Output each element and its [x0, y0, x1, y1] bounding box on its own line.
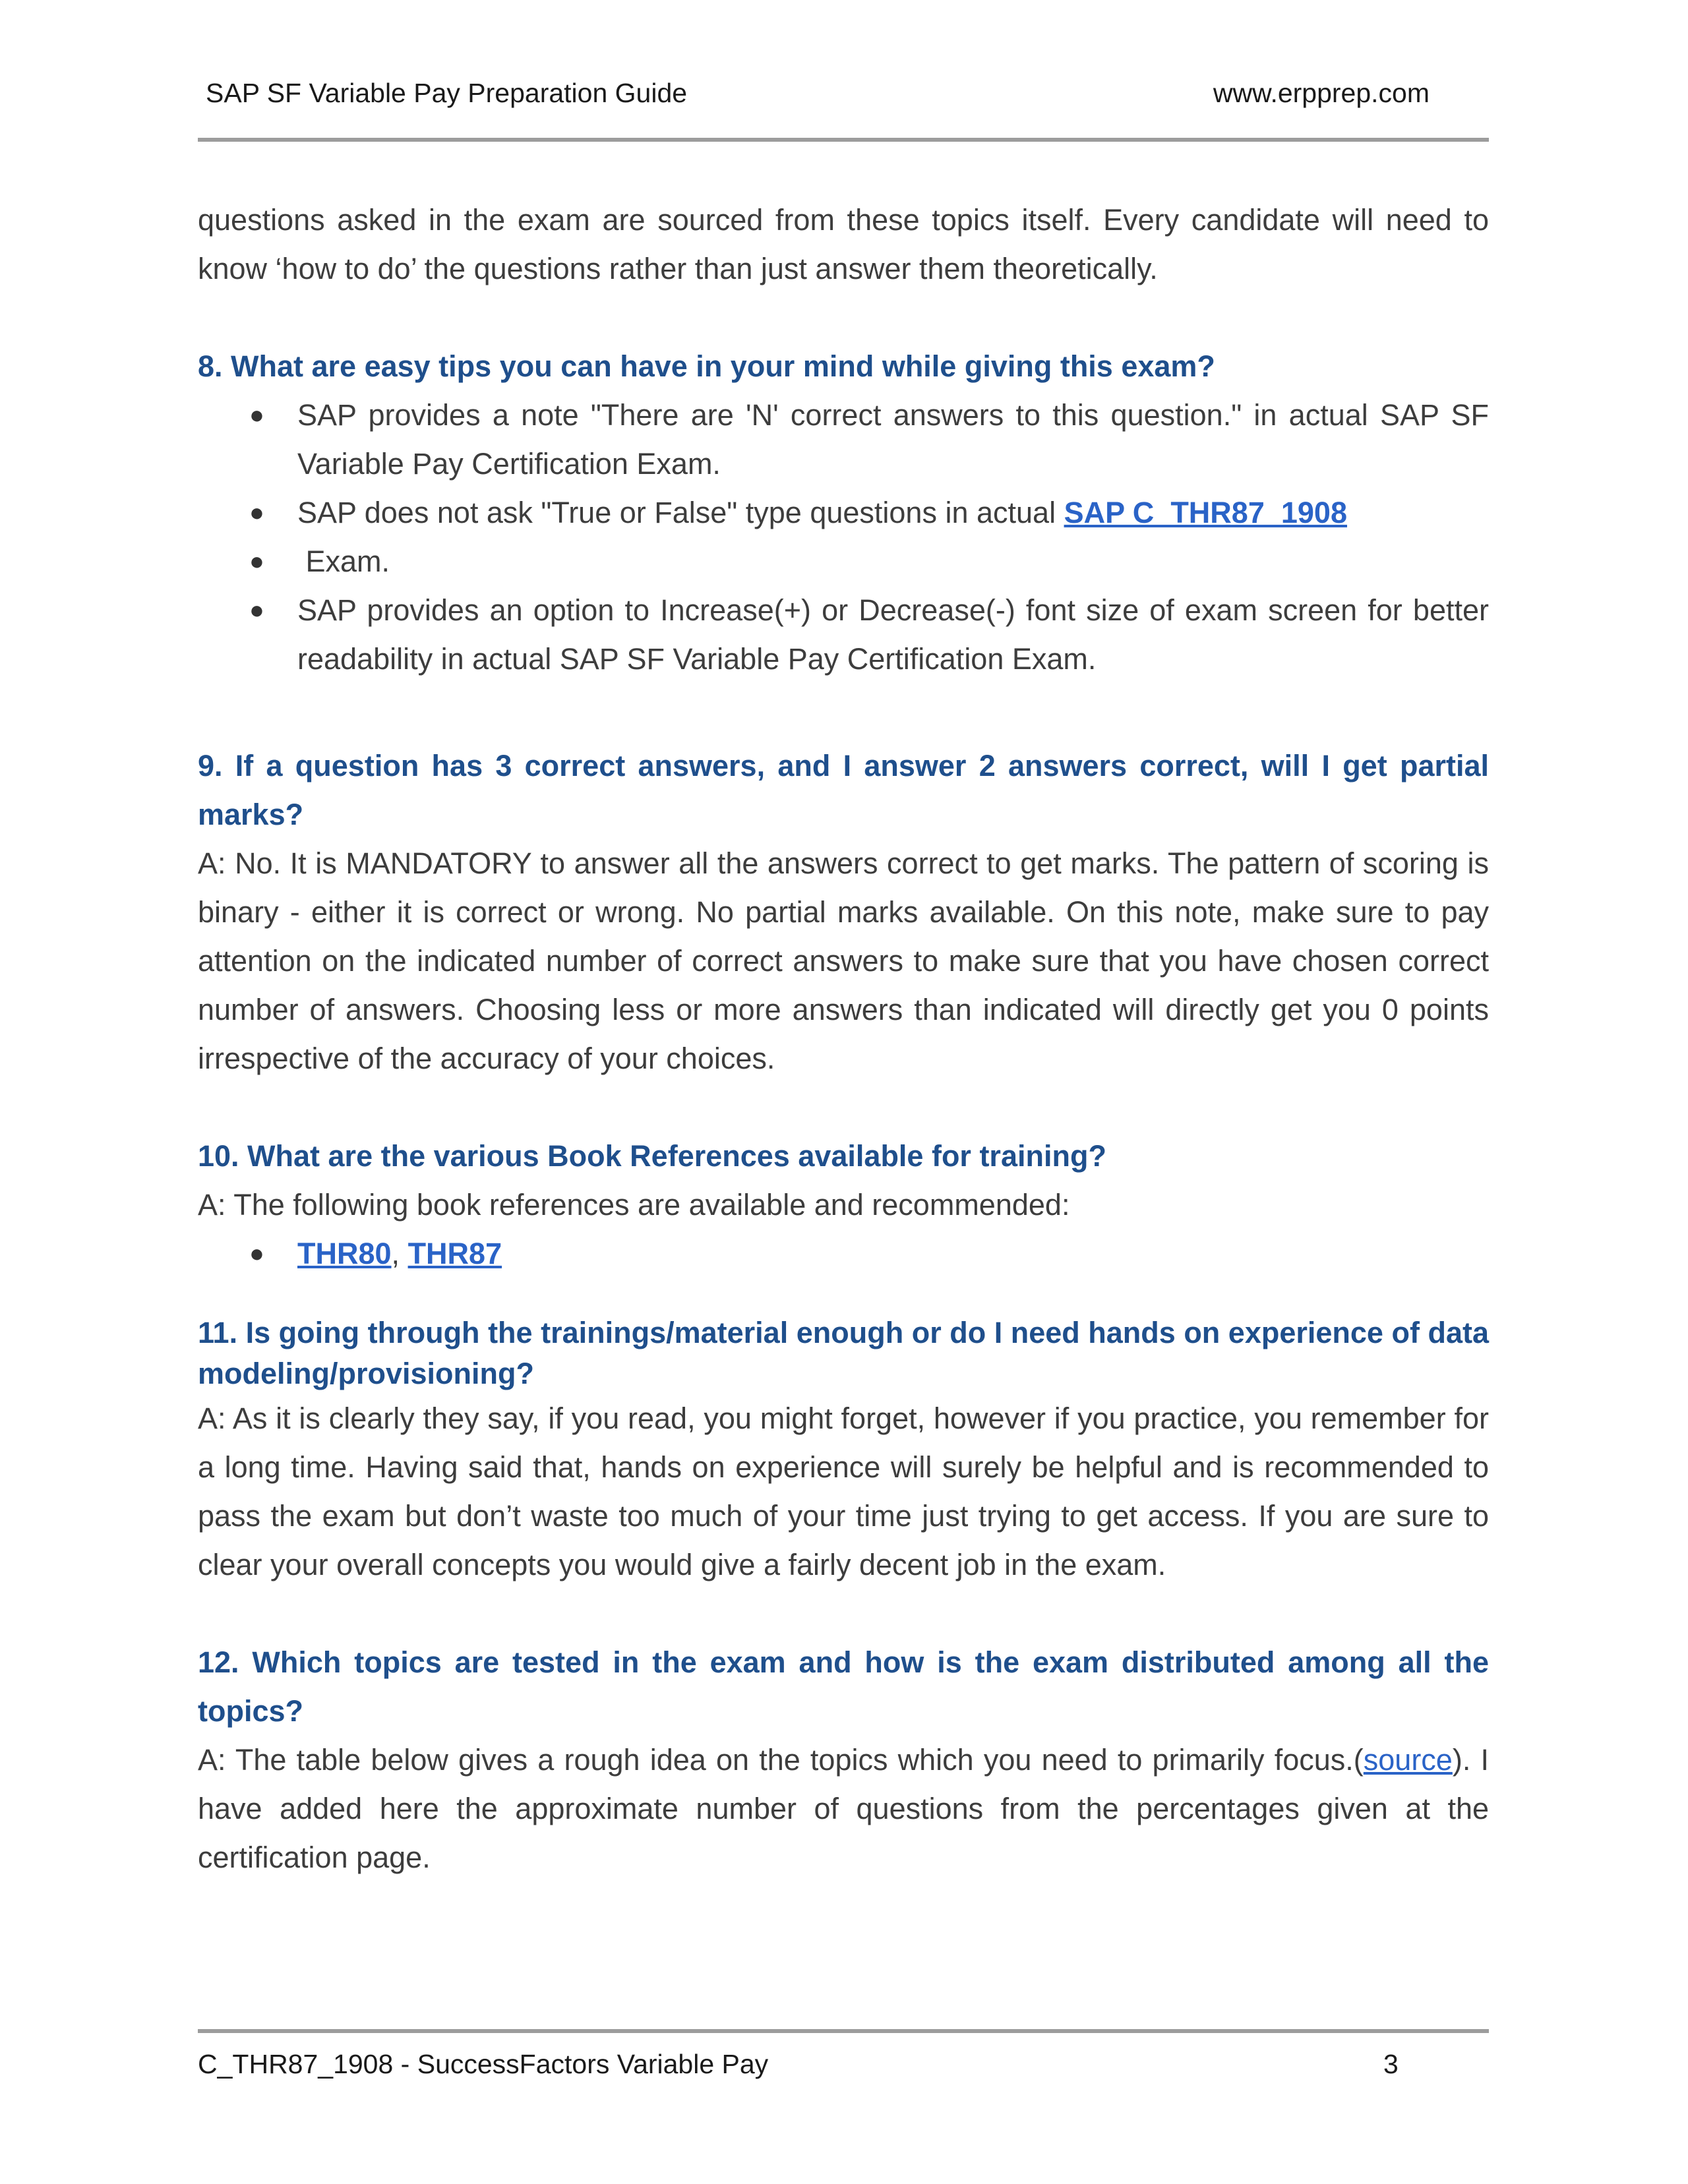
bullet-icon: ● — [249, 401, 264, 429]
exam-code-link[interactable]: SAP C_THR87_1908 — [1064, 496, 1347, 529]
bullet-icon: ● — [249, 548, 264, 576]
tip-3-text: Exam. — [297, 545, 390, 578]
list-item — [198, 537, 1489, 586]
header-title: SAP SF Variable Pay Preparation Guide — [206, 78, 688, 108]
list-item — [198, 391, 1489, 488]
question-9-answer: A: No. It is MANDATORY to answer all the answers correct to get marks. The pattern of scoring is binary - either it is correct or wrong. No partial marks available. On this note, make sure to pay attention on the indicated number of correct answers to make sure that you have chosen correct number of answers. Choosing less or more answers than indicated will directly get you 0 points irrespective of the accuracy of your choices. — [198, 846, 1489, 1075]
thr87-link[interactable]: THR87 — [407, 1237, 502, 1270]
question-12-heading: 12. Which topics are tested in the exam and how is the exam distributed among all the topics? — [198, 1645, 1489, 1728]
answer-text-part-2: ). I have added here the approximate number of questions from the percentages given at the certification page. — [198, 1743, 1490, 1874]
book-references-list — [198, 1229, 1489, 1278]
tip-1-text: SAP provides a note "There are 'N' correct answers to this question." in actual SAP SF Variable Pay Certification Exam. — [297, 398, 1489, 481]
question-10-answer: A: The following book references are available and recommended: — [198, 1188, 1070, 1222]
bullet-icon: ● — [249, 1240, 264, 1268]
list-item — [198, 488, 1489, 537]
page-number: 3 — [1383, 2049, 1399, 2079]
list-item — [198, 1229, 1489, 1278]
question-10-heading: 10. What are the various Book References available for training? — [198, 1139, 1106, 1173]
tip-2-text: SAP does not ask "True or False" type questions in actual — [297, 496, 1064, 529]
source-link[interactable]: source — [1363, 1743, 1453, 1777]
footer-divider — [198, 2029, 1489, 2033]
link-separator: , — [391, 1237, 408, 1270]
page-content — [198, 196, 1489, 1882]
list-item — [198, 586, 1489, 684]
question-8-heading: 8. What are easy tips you can have in your mind while giving this exam? — [198, 349, 1215, 383]
intro-paragraph: questions asked in the exam are sourced from these topics itself. Every candidate will need to know ‘how to do’ the questions rather than just answer them theoretically. — [198, 203, 1489, 285]
footer-title: C_THR87_1908 - SuccessFactors Variable Pay — [198, 2049, 769, 2079]
question-9-heading: 9. If a question has 3 correct answers, and I answer 2 answers correct, will I get partial marks? — [198, 749, 1489, 831]
tip-4-text: SAP provides an option to Increase(+) or Decrease(-) font size of exam screen for better readability in actual SAP SF Variable Pay Certification Exam. — [297, 593, 1489, 676]
bullet-icon: ● — [249, 597, 264, 624]
answer-text-part-1: A: The table below gives a rough idea on the topics which you need to primarily focus.( — [198, 1743, 1364, 1777]
thr80-link[interactable]: THR80 — [297, 1237, 392, 1270]
header-divider — [198, 138, 1489, 142]
question-11-heading: 11. Is going through the trainings/material enough or do I need hands on experience of data modeling/provisioning? — [198, 1316, 1489, 1390]
header-website: www.erpprep.com — [1213, 78, 1430, 108]
question-8-tips-list — [198, 391, 1489, 684]
question-11-answer: A: As it is clearly they say, if you read, you might forget, however if you practice, you remember for a long time. Having said that, hands on experience will surely be helpful and is recommended to pass the exam but don’t waste too much of your time just trying to get access. If you are sure to clear your overall concepts you would give a fairly decent job in the exam. — [198, 1402, 1489, 1581]
question-12-answer — [198, 1736, 1489, 1882]
bullet-icon: ● — [249, 499, 264, 527]
